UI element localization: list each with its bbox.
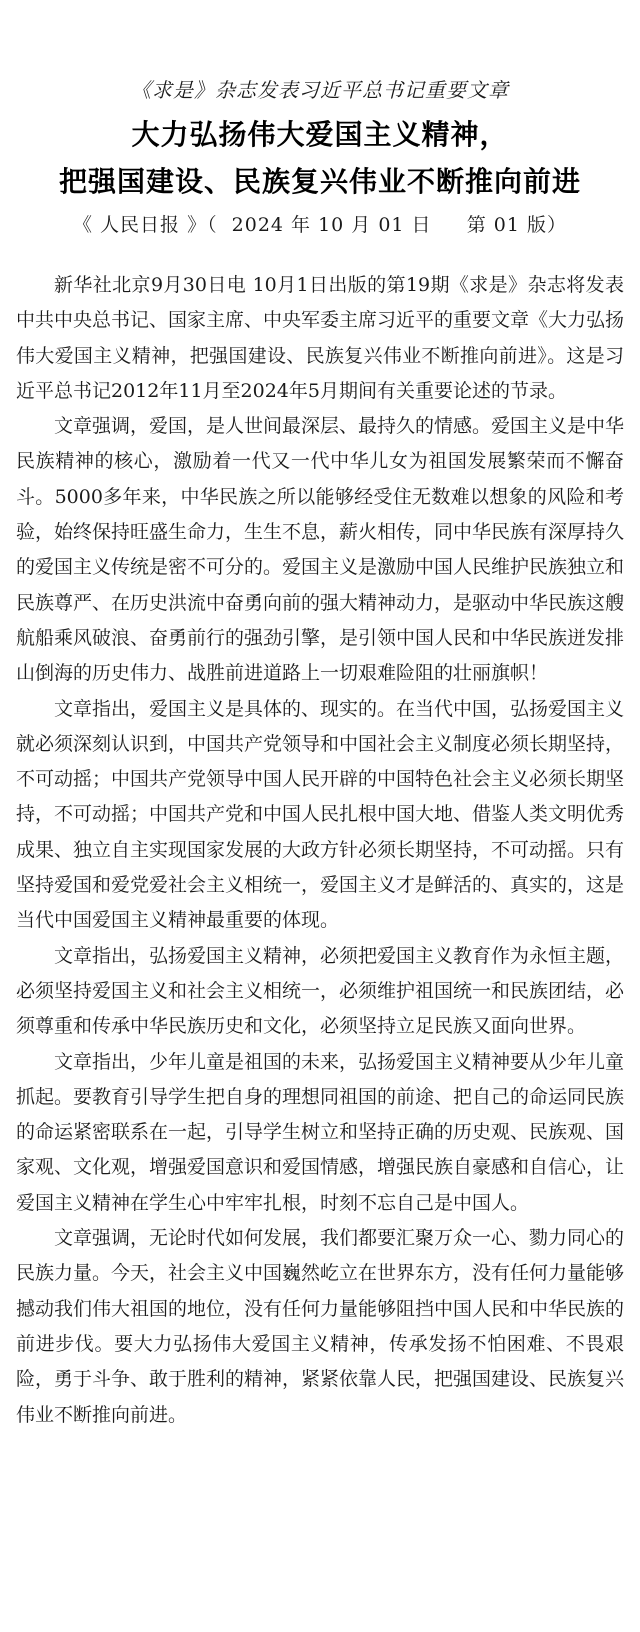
- article-paragraph: 文章指出，少年儿童是祖国的未来，弘扬爱国主义精神要从少年儿童抓起。要教育引导学生把自身的理想同祖国的前途、把自己的命运同民族的命运紧密联系在一起，引导学生树立和坚持正确的历史观、民族观、国家观、文化观，增强爱国意识和爱国情感，增强民族自豪感和自信心，让爱国主义精神在学生心中牢牢扎根，时刻不忘自己是中国人。: [16, 1050, 625, 1214]
- article-paragraph: 新华社北京9月30日电 10月1日出版的第19期《求是》杂志将发表中共中央总书记、国家主席、中央军委主席习近平的重要文章《大力弘扬伟大爱国主义精神，把强国建设、民族复兴伟业不断推向前进》。这是习近平总书记2012年11月至2024年5月期间有关重要论述的节录。: [16, 274, 625, 402]
- article-body: [16, 268, 624, 1433]
- article-paragraph: 文章强调，爱国，是人世间最深层、最持久的情感。爱国主义是中华民族精神的核心，激励着一代又一代中华儿女为祖国发展繁荣而不懈奋斗。5000多年来，中华民族之所以能够经受住无数难以想象的风险和考验，始终保持旺盛生命力，生生不息，薪火相传，同中华民族有深厚持久的爱国主义传统是密不可分的。爱国主义是激励中国人民维护民族独立和民族尊严、在历史洪流中奋勇向前的强大精神动力，是驱动中华民族这艘航船乘风破浪、奋勇前行的强劲引擎，是引领中国人民和中华民族迸发排山倒海的历史伟力、战胜前进道路上一切艰难险阻的壮丽旗帜！: [16, 415, 625, 685]
- headline-line-2: 把强国建设、民族复兴伟业不断推向前进: [58, 165, 581, 198]
- article-paragraph: 文章指出，爱国主义是具体的、现实的。在当代中国，弘扬爱国主义就必须深刻认识到，中国共产党领导和中国社会主义制度必须长期坚持，不可动摇；中国共产党领导中国人民开辟的中国特色社会主义必须长期坚持，不可动摇；中国共产党和中国人民扎根中国大地、借鉴人类文明优秀成果、独立自主实现国家发展的大政方针必须长期坚持，不可动摇。只有坚持爱国和爱党爱社会主义相统一，爱国主义才是鲜活的、真实的，这是当代中国爱国主义精神最重要的体现。: [16, 697, 625, 932]
- article-paragraph: 文章强调，无论时代如何发展，我们都要汇聚万众一心、勠力同心的民族力量。今天，社会主义中国巍然屹立在世界东方，没有任何力量能够撼动我们伟大祖国的地位，没有任何力量能够阻挡中国人民和中华民族的前进步伐。要大力弘扬伟大爱国主义精神，传承发扬不怕困难、不畏艰险，勇于斗争、敢于胜利的精神，紧紧依靠人民，把强国建设、民族复兴伟业不断推向前进。: [16, 1227, 625, 1426]
- kicker-line: 《求是》杂志发表习近平总书记重要文章: [131, 78, 509, 102]
- headline-line-1: 大力弘扬伟大爱国主义精神，: [131, 118, 509, 151]
- article-paragraph: 文章指出，弘扬爱国主义精神，必须把爱国主义教育作为永恒主题，必须坚持爱国主义和社会主义相统一，必须维护祖国统一和民族团结，必须尊重和传承中华民族历史和文化，必须坚持立足民族又面向世界。: [16, 944, 625, 1038]
- publication-source: 《 人民日报 》（ 2024 年 10 月 01 日 第 01 版）: [72, 214, 568, 236]
